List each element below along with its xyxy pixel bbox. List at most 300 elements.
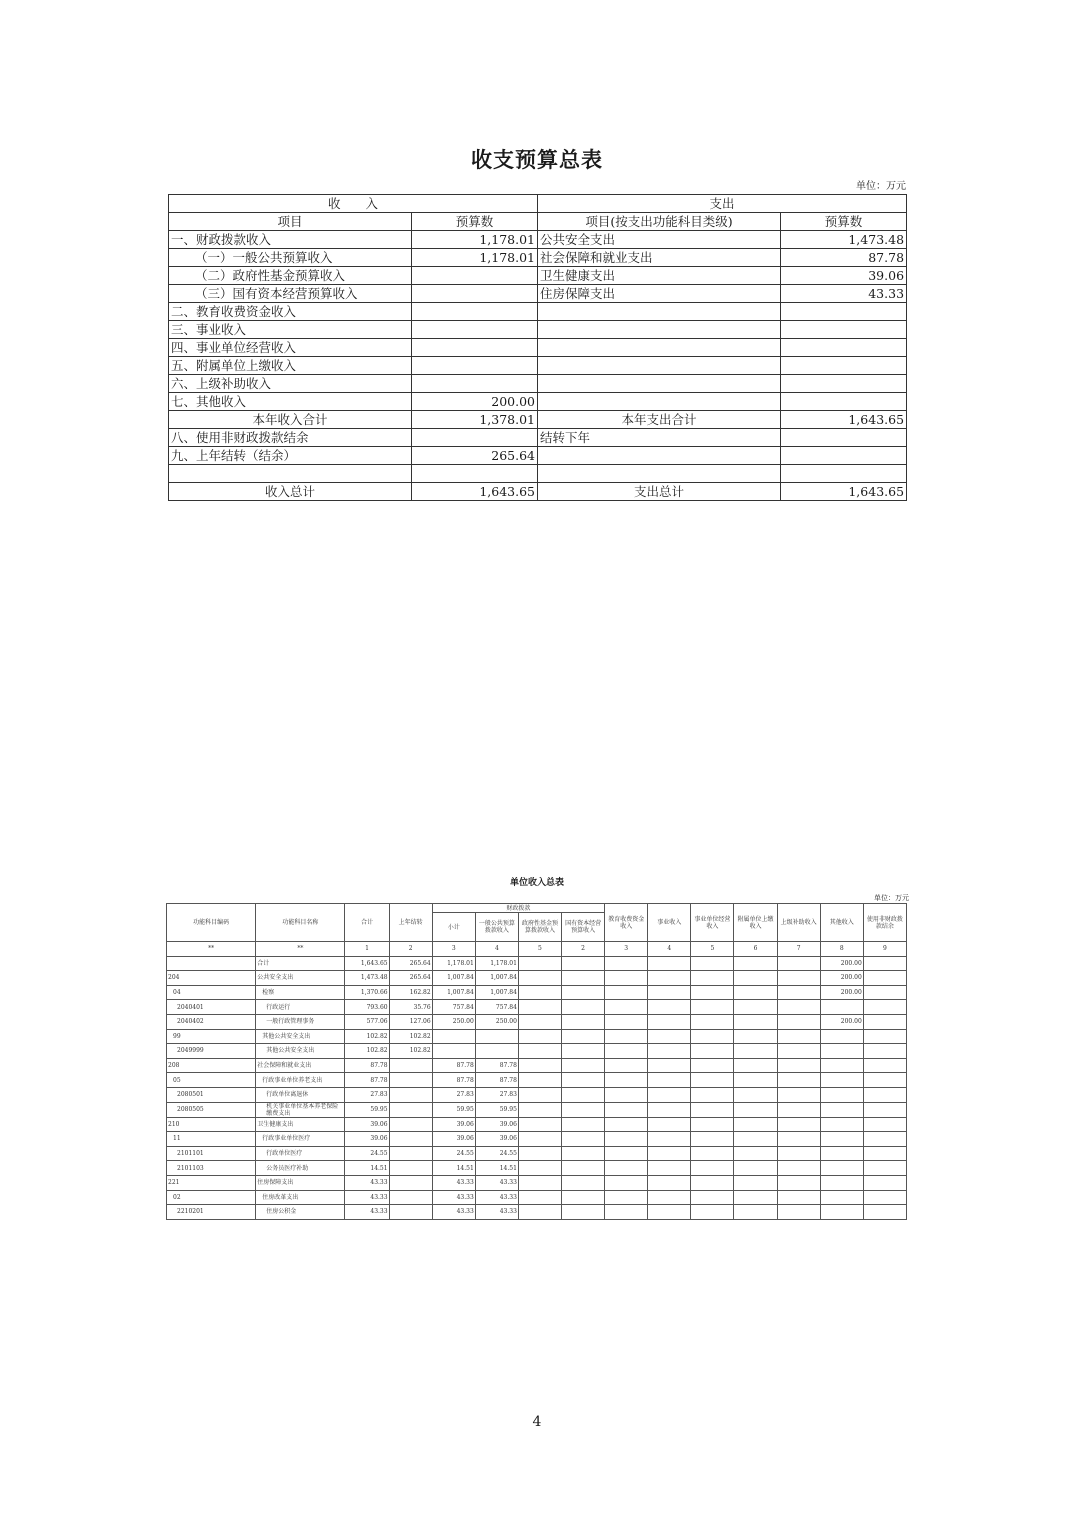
row-empty-cell	[863, 1146, 906, 1161]
row-empty-cell	[691, 1175, 734, 1190]
income-value	[412, 285, 538, 303]
expense-value: 43.33	[781, 285, 907, 303]
unit-income-row	[167, 985, 907, 1000]
unit-income-row	[167, 1132, 907, 1147]
index-cell: 2	[562, 942, 605, 957]
row-carry	[389, 1190, 432, 1205]
summary-title: 收支预算总表	[471, 147, 603, 172]
row-general: 250.00	[475, 1014, 518, 1029]
row-empty-cell	[605, 1000, 648, 1015]
row-empty-cell	[734, 971, 777, 986]
expense-item	[538, 393, 781, 411]
row-other	[820, 1073, 863, 1088]
row-empty-cell	[777, 985, 820, 1000]
income-value	[412, 357, 538, 375]
row-code: 02	[167, 1190, 256, 1205]
expense-item: 住房保障支出	[538, 285, 781, 303]
row-carry: 162.82	[389, 985, 432, 1000]
row-subtotal: 24.55	[432, 1146, 475, 1161]
row-empty-cell	[648, 1175, 691, 1190]
row-empty-cell	[605, 1175, 648, 1190]
row-empty-cell	[648, 1117, 691, 1132]
row-empty-cell	[863, 1044, 906, 1059]
row-carry	[389, 1132, 432, 1147]
col-other-header: 其他收入	[820, 904, 863, 942]
row-empty-cell	[777, 1058, 820, 1073]
row-empty-cell	[777, 1190, 820, 1205]
row-code: 04	[167, 985, 256, 1000]
expense-budget-header: 预算数	[781, 213, 907, 231]
row-empty-cell	[691, 1102, 734, 1117]
row-empty-cell	[518, 1175, 561, 1190]
row-empty-cell	[648, 1058, 691, 1073]
row-empty-cell	[605, 1044, 648, 1059]
row-name: 机关事业单位基本养老保险缴费支出	[256, 1102, 345, 1117]
row-carry	[389, 1205, 432, 1220]
row-empty-cell	[777, 1029, 820, 1044]
index-cell: 3	[605, 942, 648, 957]
summary-row	[169, 375, 907, 393]
unit-income-row	[167, 1175, 907, 1190]
row-empty-cell	[648, 1014, 691, 1029]
row-carry	[389, 1117, 432, 1132]
row-empty-cell	[648, 985, 691, 1000]
row-code: 2049999	[167, 1044, 256, 1059]
income-value: 1,178.01	[412, 249, 538, 267]
row-empty-cell	[562, 1190, 605, 1205]
expense-value: 1,643.65	[781, 483, 907, 501]
row-code: 2080501	[167, 1087, 256, 1102]
expense-item: 社会保障和就业支出	[538, 249, 781, 267]
row-other	[820, 1044, 863, 1059]
row-empty-cell	[562, 1102, 605, 1117]
row-empty-cell	[648, 1087, 691, 1102]
row-name: 住房公积金	[256, 1205, 345, 1220]
row-total: 27.83	[345, 1087, 389, 1102]
expense-item	[538, 339, 781, 357]
expense-value	[781, 321, 907, 339]
row-empty-cell	[777, 1117, 820, 1132]
row-total: 577.06	[345, 1014, 389, 1029]
summary-year-total-row	[169, 411, 907, 429]
row-empty-cell	[562, 1132, 605, 1147]
expense-item: 卫生健康支出	[538, 267, 781, 285]
income-item: 三、事业收入	[169, 321, 412, 339]
row-empty-cell	[734, 956, 777, 971]
row-empty-cell	[648, 1132, 691, 1147]
row-empty-cell	[863, 971, 906, 986]
unit-index-row	[167, 942, 907, 957]
income-item: 一、财政拨款收入	[169, 231, 412, 249]
row-empty-cell	[777, 1073, 820, 1088]
row-name: 行政单位离退休	[256, 1087, 345, 1102]
income-item-header: 项目	[169, 213, 412, 231]
row-code: 2101101	[167, 1146, 256, 1161]
income-item: （二）政府性基金预算收入	[169, 267, 412, 285]
index-cell: 1	[345, 942, 389, 957]
col-name-header: 功能科目名称	[256, 904, 345, 942]
row-empty-cell	[691, 1058, 734, 1073]
row-name: 行政单位医疗	[256, 1146, 345, 1161]
row-empty-cell	[518, 1029, 561, 1044]
row-empty-cell	[562, 1175, 605, 1190]
expense-item	[538, 375, 781, 393]
row-total: 14.51	[345, 1161, 389, 1176]
row-empty-cell	[777, 1146, 820, 1161]
row-name: 行政事业单位养老支出	[256, 1073, 345, 1088]
row-empty-cell	[691, 1087, 734, 1102]
row-empty-cell	[777, 1102, 820, 1117]
row-empty-cell	[518, 1161, 561, 1176]
expense-value: 1,643.65	[781, 411, 907, 429]
row-total: 793.60	[345, 1000, 389, 1015]
row-name: 公务员医疗补助	[256, 1161, 345, 1176]
row-name: 行政事业单位医疗	[256, 1132, 345, 1147]
income-value	[412, 429, 538, 447]
row-empty-cell	[518, 1205, 561, 1220]
row-empty-cell	[777, 1161, 820, 1176]
row-empty-cell	[605, 1073, 648, 1088]
row-carry: 102.82	[389, 1029, 432, 1044]
row-general: 43.33	[475, 1205, 518, 1220]
row-subtotal: 43.33	[432, 1175, 475, 1190]
income-value: 265.64	[412, 447, 538, 465]
row-empty-cell	[562, 1014, 605, 1029]
unit-income-title: 单位收入总表	[509, 878, 564, 888]
col-code-header: 功能科目编码	[167, 904, 256, 942]
expense-item: 支出总计	[538, 483, 781, 501]
row-other	[820, 1029, 863, 1044]
expense-item	[538, 321, 781, 339]
col-capital-header: 国有资本经营预算收入	[562, 913, 605, 942]
row-total: 39.06	[345, 1132, 389, 1147]
row-empty-cell	[777, 1014, 820, 1029]
row-empty-cell	[648, 1205, 691, 1220]
row-empty-cell	[734, 1161, 777, 1176]
row-empty-cell	[518, 1073, 561, 1088]
index-cell: 7	[777, 942, 820, 957]
col-carry-header: 上年结转	[389, 904, 432, 942]
row-other: 200.00	[820, 1014, 863, 1029]
row-empty-cell	[518, 985, 561, 1000]
row-subtotal: 59.95	[432, 1102, 475, 1117]
row-carry	[389, 1161, 432, 1176]
income-item: 四、事业单位经营收入	[169, 339, 412, 357]
row-empty-cell	[863, 1058, 906, 1073]
expense-value	[781, 429, 907, 447]
income-item: 九、上年结转（结余）	[169, 447, 412, 465]
row-empty-cell	[605, 971, 648, 986]
row-empty-cell	[562, 956, 605, 971]
row-empty-cell	[691, 1146, 734, 1161]
income-budget-header: 预算数	[412, 213, 538, 231]
row-name: 卫生健康支出	[256, 1117, 345, 1132]
row-general: 1,007.84	[475, 971, 518, 986]
row-name: 其他公共安全支出	[256, 1029, 345, 1044]
row-empty-cell	[691, 1029, 734, 1044]
row-subtotal: 87.78	[432, 1073, 475, 1088]
row-empty-cell	[562, 1146, 605, 1161]
row-empty-cell	[777, 956, 820, 971]
row-other	[820, 1132, 863, 1147]
row-other	[820, 1058, 863, 1073]
row-subtotal: 87.78	[432, 1058, 475, 1073]
row-code: 204	[167, 971, 256, 986]
row-carry	[389, 1058, 432, 1073]
row-empty-cell	[863, 1132, 906, 1147]
row-empty-cell	[562, 1161, 605, 1176]
row-other	[820, 1087, 863, 1102]
income-value: 1,643.65	[412, 483, 538, 501]
unit-header-row-1	[167, 904, 907, 913]
row-empty-cell	[648, 971, 691, 986]
row-total: 102.82	[345, 1044, 389, 1059]
unit-income-row	[167, 1044, 907, 1059]
row-empty-cell	[648, 1000, 691, 1015]
row-empty-cell	[605, 985, 648, 1000]
row-empty-cell	[562, 1087, 605, 1102]
income-value	[412, 465, 538, 483]
row-other	[820, 1161, 863, 1176]
row-code: 2040401	[167, 1000, 256, 1015]
row-code: 11	[167, 1132, 256, 1147]
row-empty-cell	[518, 1044, 561, 1059]
row-total: 1,370.66	[345, 985, 389, 1000]
summary-table	[168, 194, 907, 501]
row-general: 757.84	[475, 1000, 518, 1015]
expense-value	[781, 465, 907, 483]
row-total: 87.78	[345, 1073, 389, 1088]
row-total: 1,643.65	[345, 956, 389, 971]
index-cell: 4	[648, 942, 691, 957]
row-empty-cell	[518, 1190, 561, 1205]
row-empty-cell	[562, 971, 605, 986]
row-carry	[389, 1146, 432, 1161]
expense-item	[538, 465, 781, 483]
index-cell: **	[256, 942, 345, 957]
row-general	[475, 1029, 518, 1044]
row-empty-cell	[734, 1014, 777, 1029]
row-empty-cell	[518, 1000, 561, 1015]
unit-income-row	[167, 1073, 907, 1088]
row-other	[820, 1205, 863, 1220]
row-empty-cell	[777, 1132, 820, 1147]
income-item: 八、使用非财政拨款结余	[169, 429, 412, 447]
unit-income-row	[167, 1058, 907, 1073]
row-general: 39.06	[475, 1117, 518, 1132]
row-empty-cell	[863, 1117, 906, 1132]
row-empty-cell	[562, 1044, 605, 1059]
income-item: 七、其他收入	[169, 393, 412, 411]
row-empty-cell	[691, 985, 734, 1000]
row-empty-cell	[863, 1102, 906, 1117]
row-general: 1,007.84	[475, 985, 518, 1000]
row-code: 05	[167, 1073, 256, 1088]
summary-row	[169, 285, 907, 303]
row-empty-cell	[863, 1161, 906, 1176]
row-code: 210	[167, 1117, 256, 1132]
row-empty-cell	[605, 1132, 648, 1147]
row-other	[820, 1146, 863, 1161]
row-general: 59.95	[475, 1102, 518, 1117]
row-empty-cell	[605, 1029, 648, 1044]
row-empty-cell	[562, 1073, 605, 1088]
row-other: 200.00	[820, 971, 863, 986]
row-name: 合计	[256, 956, 345, 971]
row-empty-cell	[605, 1014, 648, 1029]
row-code: 2210201	[167, 1205, 256, 1220]
expense-value: 39.06	[781, 267, 907, 285]
row-code: 2040402	[167, 1014, 256, 1029]
row-code: 208	[167, 1058, 256, 1073]
index-cell: 6	[734, 942, 777, 957]
row-empty-cell	[734, 1102, 777, 1117]
row-name: 住房保障支出	[256, 1175, 345, 1190]
row-empty-cell	[691, 1161, 734, 1176]
row-carry	[389, 1102, 432, 1117]
expense-item: 结转下年	[538, 429, 781, 447]
row-carry: 35.76	[389, 1000, 432, 1015]
row-code	[167, 956, 256, 971]
row-general: 87.78	[475, 1058, 518, 1073]
row-other	[820, 1117, 863, 1132]
row-empty-cell	[863, 956, 906, 971]
income-item: （三）国有资本经营预算收入	[169, 285, 412, 303]
expense-value	[781, 303, 907, 321]
index-cell: 5	[691, 942, 734, 957]
row-empty-cell	[734, 985, 777, 1000]
row-name: 公共安全支出	[256, 971, 345, 986]
row-subtotal: 39.06	[432, 1132, 475, 1147]
unit-income-row	[167, 1205, 907, 1220]
row-empty-cell	[734, 1044, 777, 1059]
income-item: 六、上级补助收入	[169, 375, 412, 393]
row-name: 社会保障和就业支出	[256, 1058, 345, 1073]
income-value	[412, 375, 538, 393]
row-empty-cell	[734, 1205, 777, 1220]
income-item: （一）一般公共预算收入	[169, 249, 412, 267]
row-empty-cell	[863, 1073, 906, 1088]
row-subtotal: 14.51	[432, 1161, 475, 1176]
row-empty-cell	[863, 1175, 906, 1190]
row-code: 99	[167, 1029, 256, 1044]
col-operating-header: 事业单位经营收入	[691, 904, 734, 942]
col-total-header: 合计	[345, 904, 389, 942]
row-carry: 127.06	[389, 1014, 432, 1029]
row-other	[820, 1190, 863, 1205]
income-item: 五、附属单位上缴收入	[169, 357, 412, 375]
row-general: 39.06	[475, 1132, 518, 1147]
row-subtotal: 1,007.84	[432, 985, 475, 1000]
expense-item	[538, 303, 781, 321]
row-empty-cell	[863, 985, 906, 1000]
row-empty-cell	[562, 1029, 605, 1044]
row-empty-cell	[691, 1205, 734, 1220]
row-empty-cell	[605, 1146, 648, 1161]
summary-grand-total-row	[169, 483, 907, 501]
row-empty-cell	[863, 1014, 906, 1029]
row-empty-cell	[863, 1000, 906, 1015]
row-empty-cell	[691, 956, 734, 971]
row-carry: 102.82	[389, 1044, 432, 1059]
row-empty-cell	[734, 1029, 777, 1044]
row-empty-cell	[734, 1146, 777, 1161]
unit-income-row	[167, 1029, 907, 1044]
row-general: 14.51	[475, 1161, 518, 1176]
summary-row	[169, 357, 907, 375]
summary-row	[169, 321, 907, 339]
index-cell: 5	[518, 942, 561, 957]
col-fund-header: 政府性基金预算拨款收入	[518, 913, 561, 942]
row-other: 200.00	[820, 985, 863, 1000]
unit-income-row	[167, 971, 907, 986]
income-value	[412, 339, 538, 357]
index-cell: 4	[475, 942, 518, 957]
index-cell: 8	[820, 942, 863, 957]
expense-value: 87.78	[781, 249, 907, 267]
row-empty-cell	[777, 1205, 820, 1220]
unit-income-unit: 单位：万元	[874, 894, 909, 902]
row-general: 27.83	[475, 1087, 518, 1102]
row-other	[820, 1000, 863, 1015]
unit-income-row	[167, 1146, 907, 1161]
row-empty-cell	[863, 1205, 906, 1220]
income-value: 200.00	[412, 393, 538, 411]
unit-income-row	[167, 1102, 907, 1117]
income-value	[412, 303, 538, 321]
income-item: 二、教育收费资金收入	[169, 303, 412, 321]
row-empty-cell	[648, 1044, 691, 1059]
row-code: 2101103	[167, 1161, 256, 1176]
summary-header-row-2	[169, 213, 907, 231]
row-empty-cell	[562, 1117, 605, 1132]
income-item: 收入总计	[169, 483, 412, 501]
expense-value	[781, 393, 907, 411]
row-empty-cell	[734, 1058, 777, 1073]
summary-header-row-1	[169, 195, 907, 213]
row-empty-cell	[777, 971, 820, 986]
summary-row	[169, 303, 907, 321]
expense-value	[781, 447, 907, 465]
row-empty-cell	[562, 1205, 605, 1220]
row-total: 59.95	[345, 1102, 389, 1117]
row-empty-cell	[734, 1087, 777, 1102]
row-empty-cell	[518, 1102, 561, 1117]
row-empty-cell	[648, 1073, 691, 1088]
row-empty-cell	[648, 1146, 691, 1161]
row-empty-cell	[734, 1000, 777, 1015]
row-total: 39.06	[345, 1117, 389, 1132]
row-empty-cell	[518, 1087, 561, 1102]
income-value	[412, 321, 538, 339]
row-total: 1,473.48	[345, 971, 389, 986]
summary-row	[169, 249, 907, 267]
index-cell: 2	[389, 942, 432, 957]
summary-row	[169, 339, 907, 357]
row-empty-cell	[605, 1117, 648, 1132]
col-nonfiscal-header: 使用非财政拨款结余	[863, 904, 906, 942]
unit-income-row	[167, 1117, 907, 1132]
unit-income-row	[167, 1190, 907, 1205]
expense-item-header: 项目(按支出功能科目类级)	[538, 213, 781, 231]
row-general: 1,178.01	[475, 956, 518, 971]
row-empty-cell	[605, 956, 648, 971]
row-empty-cell	[648, 1029, 691, 1044]
row-empty-cell	[605, 1205, 648, 1220]
row-subtotal: 757.84	[432, 1000, 475, 1015]
row-empty-cell	[777, 1175, 820, 1190]
row-code: 2080505	[167, 1102, 256, 1117]
